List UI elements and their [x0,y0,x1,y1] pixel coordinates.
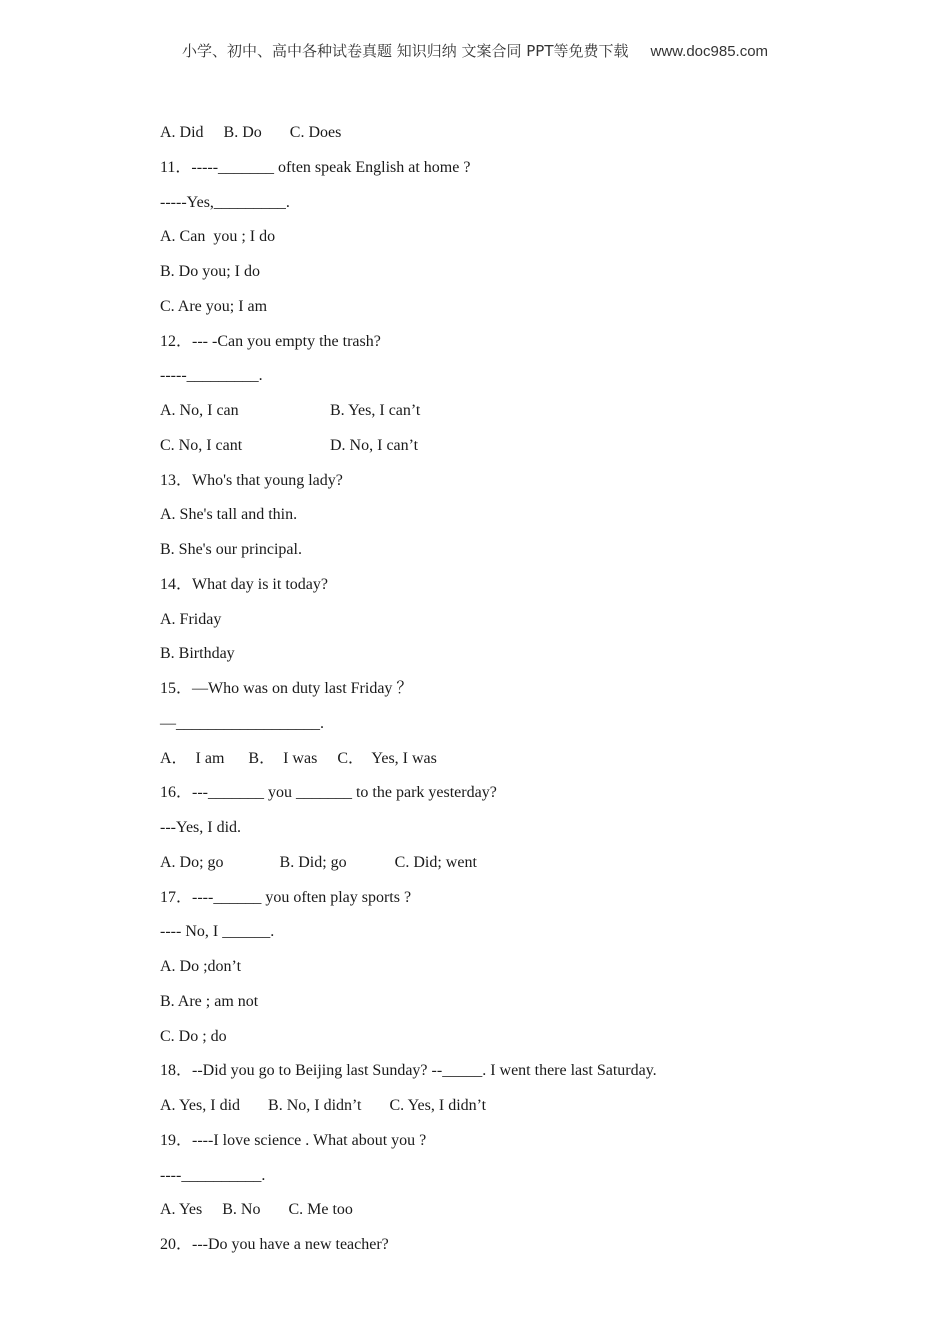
q14-option-a: A. Friday [160,610,222,628]
q12-option-a: A. No, I can [160,402,239,419]
q17-prompt: 17．----______ you often play sports ? [160,888,412,906]
page-header [0,40,950,61]
q12-prompt: 12．--- -Can you empty the trash? [160,332,381,350]
q10-options: A. Did B. Do C. Does [160,124,342,141]
header-url: www.doc985.com [650,43,769,60]
q16-options: A. Do; go B. Did; go C. Did; went [160,853,477,871]
q12-option-b: B. Yes, I can’t [330,402,421,419]
q17-option-b: B. Are ; am not [160,992,259,1010]
q12-option-d: D. No, I can’t [330,436,419,454]
q13-option-a: A. She's tall and thin. [160,506,298,524]
q13-option-b: B. She's our principal. [160,541,302,558]
q17-response: ---- No, I ______. [160,923,275,941]
q13-prompt: 13．Who's that young lady? [160,471,343,489]
q12-response: -----_________. [160,367,263,385]
q15-options: A． I am B． I was C． Yes, I was [160,749,437,767]
q18-prompt: 18．--Did you go to Beijing last Sunday? --_____. I went there last Saturday. [160,1062,657,1080]
q19-options: A. Yes B. No C. Me too [160,1201,353,1219]
q11-response: -----Yes,_________. [160,193,290,211]
q17-option-c: C. Do ; do [160,1027,227,1045]
q11-option-a: A. Can you ; I do [160,228,276,246]
q11-option-b: B. Do you; I do [160,263,260,280]
q19-prompt: 19．----I love science . What about you ? [160,1131,427,1149]
q16-prompt: 16．---_______ you _______ to the park yesterday? [160,784,497,802]
q20-prompt: 20．---Do you have a new teacher? [160,1236,389,1253]
question-list [160,120,880,1267]
q12-option-c: C. No, I cant [160,436,243,454]
q17-option-a: A. Do ;don’t [160,958,242,975]
q14-option-b: B. Birthday [160,645,235,663]
q15-prompt: 15．—Who was on duty last Friday ？ [160,680,413,697]
q14-prompt: 14．What day is it today? [160,575,328,593]
q12-options-row1 [160,398,880,433]
q11-prompt: 11．-----_______ often speak English at home ? [160,158,471,176]
q18-options: A. Yes, I did B. No, I didn’t C. Yes, I didn’t [160,1097,487,1114]
q15-response: —__________________. [160,714,324,732]
q16-response: ---Yes, I did. [160,819,242,836]
q11-option-c: C. Are you; I am [160,297,268,315]
q19-response: ----__________. [160,1166,266,1184]
header-title: 小学、初中、高中各种试卷真题 知识归纳 文案合同 PPT等免费下载 [181,42,629,60]
q12-options-row2 [160,433,880,468]
